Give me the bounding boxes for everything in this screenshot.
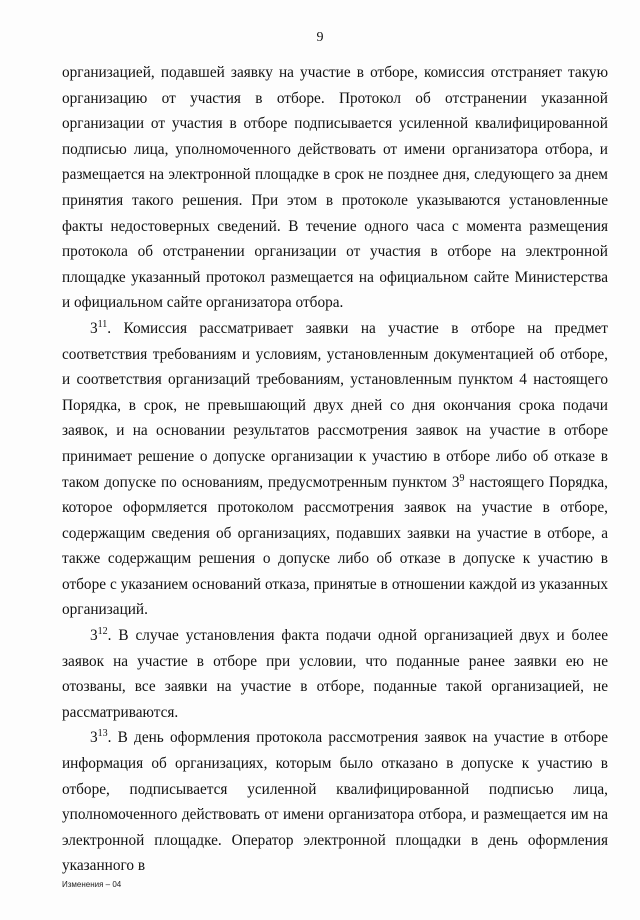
reference-superscript: 9 [459, 472, 465, 484]
paragraph-3-13 [62, 725, 608, 879]
clause-number: 3 [90, 319, 98, 337]
document-body [62, 60, 608, 879]
revision-footer: Изменения – 04 [62, 880, 122, 889]
paragraph-text: . В случае установления факта подачи одной организацией двух и более заявок на участие в отборе при условии, что поданные ранее заявки ею не отозваны, все заявки на участие в отборе, поданные такой организацией, не рассматриваются. [62, 627, 608, 721]
clause-superscript: 11 [97, 318, 108, 330]
paragraph-text: организацией, подавшей заявку на участие в отборе, комиссия отстраняет такую организацию от участия в отборе. Протокол об отстранении указанной организации от участия в отборе подписывается усиленной квалифицированной подписью лица, уполномоченного действовать от имени организатора отбора, и размещается на электронной площадке в срок не позднее дня, следующего за днем принятия такого решения. При этом в протоколе указываются установленные факты недостоверных сведений. В течение одного часа с момента размещения протокола об отстранении организации от участия в отборе на электронной площадке указанный протокол размещается на официальном сайте Министерства и официальном сайте организатора отбора. [62, 64, 608, 312]
paragraph-text: . Комиссия рассматривает заявки на участие в отборе на предмет соответствия требованиям и условиям, установленным документацией об отборе, и соответствия организаций требованиям, установленным пунктом 4 настоящего Порядка, в срок, не превышающий двух дней со дня окончания срока подачи заявок, и на основании результатов рассмотрения заявок на участие в отборе принимает решение о допуске организации к участию в отборе либо об отказе в таком допуске по основаниям, предусмотренным пунктом 3 [62, 319, 608, 491]
clause-number: 3 [90, 627, 98, 645]
paragraph-3-12 [62, 623, 608, 725]
paragraph-text: . В день оформления протокола рассмотрения заявок на участие в отборе информация об организациях, которым было отказано в допуске к участию в отборе, подписывается усиленной квалифицированной подписью лица, уполномоченного действовать от имени организатора отбора, и размещается им на электронной площадке. Оператор электронной площадки в день оформления указанного в [62, 729, 608, 875]
clause-number: 3 [90, 729, 98, 747]
clause-superscript: 13 [97, 728, 108, 740]
paragraph-continuation [62, 60, 608, 316]
page-number: 9 [316, 30, 324, 45]
clause-superscript: 12 [97, 625, 108, 637]
paragraph-3-11 [62, 316, 608, 623]
paragraph-text-continued: настоящего Порядка, которое оформляется протоколом рассмотрения заявок на участие в отборе, содержащим сведения об организациях, подавших заявки на участие в отборе, а также содержащим решения о допуске либо об отказе в допуске к участию в отборе с указанием оснований отказа, принятые в отношении каждой из указанных организаций. [62, 473, 608, 619]
